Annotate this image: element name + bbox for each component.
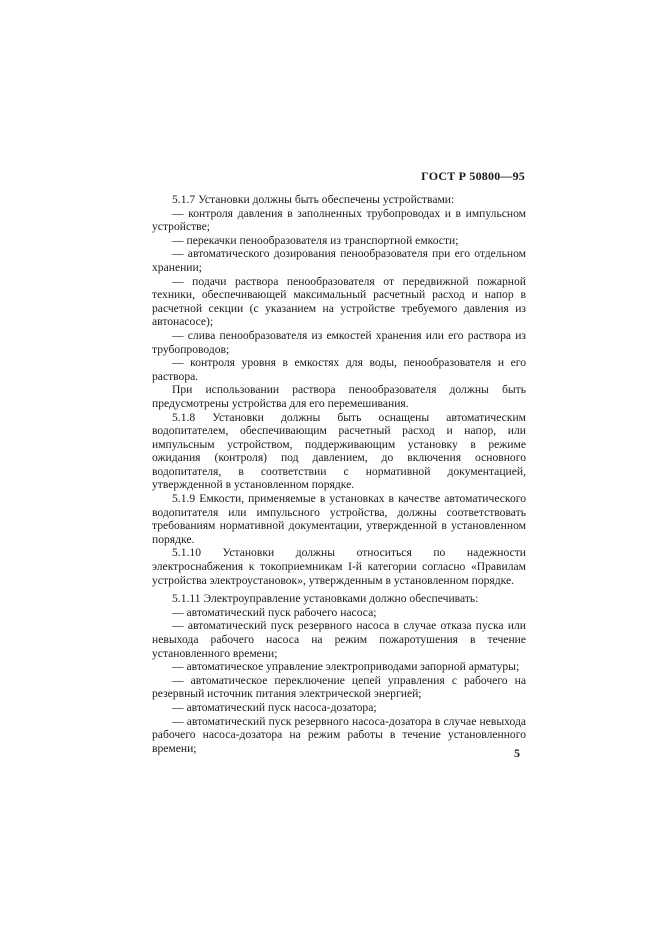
list-item: — автоматического дозирования пенообразователя при его отдельном хранении; — [152, 247, 526, 274]
list-item: — автоматическое управление электроприводами запорной арматуры; — [172, 660, 520, 674]
list-item: — подачи раствора пенообразователя от передвижной пожарной техники, обеспечивающей максимальный расчетный расход и напор в расчетной секции (с указанием на устройстве требуемого давления из автонасосе); — [152, 274, 526, 329]
document-code: ГОСТ Р 50800—95 — [421, 169, 525, 183]
paragraph-5-1-7: 5.1.7 Установки должны быть обеспечены устройствами: — [172, 193, 455, 206]
list-item: — контроля давления в заполненных трубопроводах и в импульсном устройстве; — [152, 206, 526, 234]
list-item: — слива пенообразователя из емкостей хранения или его раствора из трубопроводов; — [152, 328, 526, 356]
paragraph-5-1-10: 5.1.10 Установки должны относиться по надежности электроснабжения к токоприемникам I-й категории согласно «Правилам устройства электроустановок», утвержденным в установленном порядке. — [152, 546, 526, 587]
list-item: — автоматический пуск рабочего насоса; — [172, 605, 377, 619]
list-item: — автоматический пуск резервного насоса в случае отказа пуска или невыхода рабочего насоса на режим пожаротушения в течение установленного времени; — [152, 619, 526, 660]
list-item: — контроля уровня в емкостях для воды, пенообразователя и его раствора. — [152, 356, 526, 383]
list-item: — автоматическое переключение цепей управления с рабочего на резервный источник питания электрической энергией; — [152, 673, 526, 701]
paragraph-5-1-9: 5.1.9 Емкости, применяемые в установках в качестве автоматического водопитателя или импульсного устройства, должны соответствовать требованиям нормативной документации, утвержденной в установленном порядке. — [152, 492, 526, 546]
page-number: 5 — [514, 746, 520, 760]
list-item: — перекачки пенообразователя из транспортной емкости; — [172, 233, 459, 247]
paragraph-mixing: При использовании раствора пенообразователя должны быть предусмотрены устройства для его перемешивания. — [152, 383, 526, 410]
document-body — [152, 193, 526, 755]
paragraph-5-1-8: 5.1.8 Установки должны быть оснащены автоматическим водопитателем, обеспечивающим расчетный расход и напор, или импульсным устройством, поддерживающим установку в режиме ожидания (контроля) под давлением, до включения основного водопитателя, в соответствии с нормативной документацией, утвержденной в установленном порядке. — [152, 410, 526, 492]
list-item: — автоматический пуск насоса-дозатора; — [172, 700, 377, 714]
list-item: — автоматический пуск резервного насоса-дозатора в случае невыхода рабочего насоса-дозатора на режим работы в течение установленного времени; — [152, 714, 526, 755]
paragraph-5-1-11: 5.1.11 Электроуправление установками должно обеспечивать: — [172, 592, 479, 606]
